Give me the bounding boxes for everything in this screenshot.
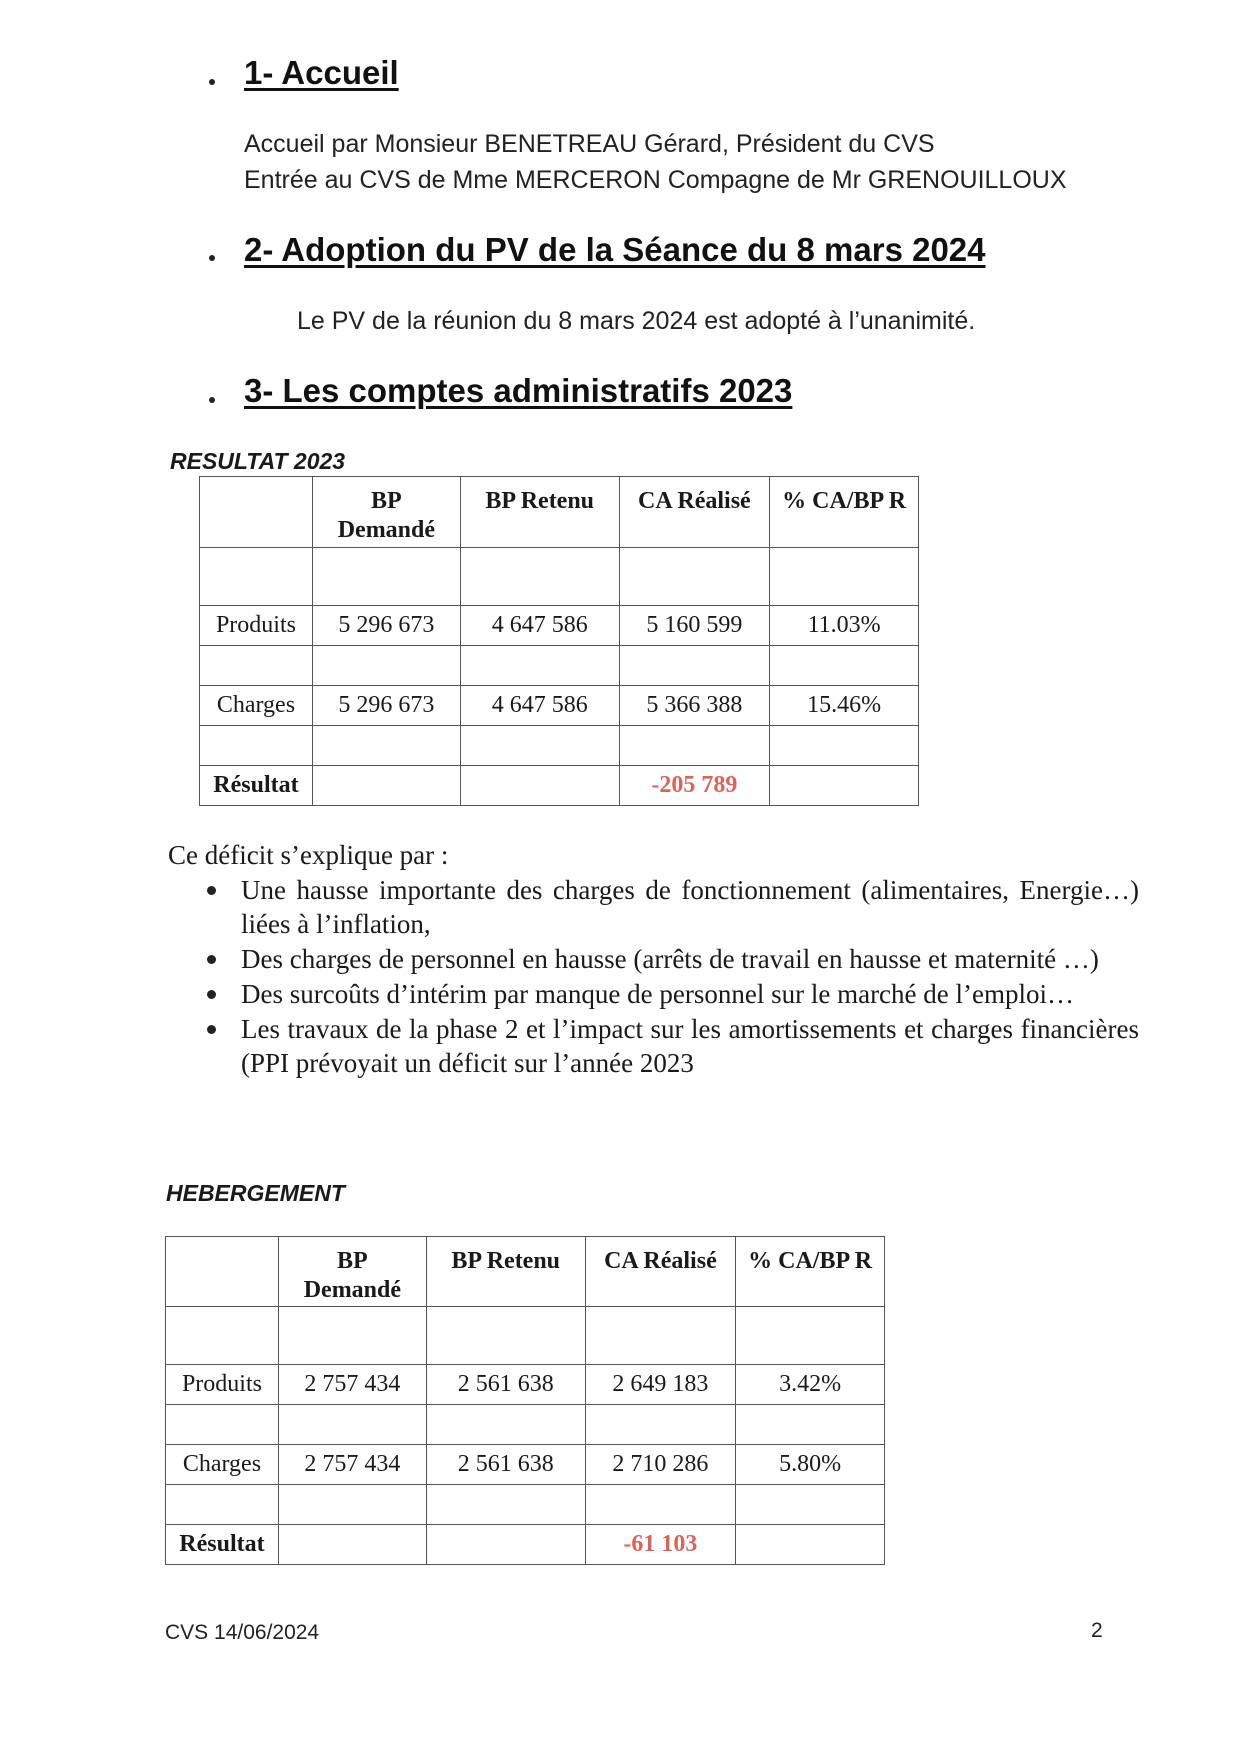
table-header-cell: % CA/BP R (770, 477, 919, 548)
list-item: Des surcoûts d’intérim par manque de personnel sur le marché de l’emploi… (241, 977, 1139, 1011)
list-item: Les travaux de la phase 2 et l’impact sur les amortissements et charges financières (PPI prévoyait un déficit sur l’année 2023 (241, 1012, 1139, 1080)
pct-cell: 11.03% (770, 606, 919, 646)
accueil-line-2: Entrée au CVS de Mme MERCERON Compagne de Mr GRENOUILLOUX (244, 166, 1067, 194)
bp-demande-cell: 5 296 673 (312, 686, 460, 726)
bp-retenu-cell: 2 561 638 (426, 1365, 585, 1405)
table-row (200, 686, 919, 726)
section-bullet (209, 79, 215, 85)
resultat-label: RESULTAT 2023 (170, 448, 346, 474)
bullet-icon (207, 990, 216, 999)
row-label: Résultat (200, 766, 313, 806)
list-item: Des charges de personnel en hausse (arrêts de travail en hausse et maternité …) (241, 942, 1139, 976)
table-header-cell: CA Réalisé (585, 1237, 736, 1307)
section-heading-comptes: 3- Les comptes administratifs 2023 (244, 372, 793, 409)
table-spacer-row (166, 1307, 885, 1365)
page-number: 2 (1091, 1619, 1103, 1642)
resultat-value: -61 103 (585, 1525, 736, 1565)
table-header-row (166, 1237, 885, 1307)
section-heading-accueil: 1- Accueil (244, 54, 399, 91)
bullet-icon (207, 886, 216, 895)
table-row (166, 1445, 885, 1485)
ca-realise-cell: 5 160 599 (619, 606, 770, 646)
table-row (166, 1365, 885, 1405)
table-header-cell: BP Retenu (460, 477, 619, 548)
table-header-cell: CA Réalisé (619, 477, 770, 548)
bp-demande-cell: 2 757 434 (278, 1365, 426, 1405)
row-label: Résultat (166, 1525, 279, 1565)
table-header-cell (166, 1237, 279, 1307)
bp-retenu-cell: 4 647 586 (460, 686, 619, 726)
table-row (200, 766, 919, 806)
bullet-icon (207, 955, 216, 964)
bp-demande-cell: 2 757 434 (278, 1445, 426, 1485)
hebergement-label: HEBERGEMENT (166, 1180, 345, 1206)
pct-cell: 5.80% (736, 1445, 885, 1485)
section-bullet (209, 255, 215, 261)
bp-demande-cell: 5 296 673 (312, 606, 460, 646)
footer-date: CVS 14/06/2024 (165, 1621, 320, 1644)
table-header-cell: BP Retenu (426, 1237, 585, 1307)
list-item: Une hausse importante des charges de fonctionnement (alimentaires, Energie…) liées à l’inflation, (241, 873, 1139, 941)
table-header-row (200, 477, 919, 548)
accueil-line-1: Accueil par Monsieur BENETREAU Gérard, Président du CVS (244, 130, 935, 158)
section-bullet (209, 397, 215, 403)
table-header-cell: % CA/BP R (736, 1237, 885, 1307)
table-spacer-row (200, 646, 919, 686)
ca-realise-cell: 2 649 183 (585, 1365, 736, 1405)
resultat-value: -205 789 (619, 766, 770, 806)
deficit-list (241, 873, 1139, 1081)
resultat-table (199, 476, 919, 806)
bp-retenu-cell: 4 647 586 (460, 606, 619, 646)
adoption-text: Le PV de la réunion du 8 mars 2024 est adopté à l’unanimité. (297, 307, 976, 335)
table-spacer-row (166, 1405, 885, 1445)
deficit-intro: Ce déficit s’explique par : (168, 840, 449, 870)
table-header-cell: BP Demandé (312, 477, 460, 548)
hebergement-table (165, 1236, 885, 1565)
table-spacer-row (200, 548, 919, 606)
table-header-cell: BP Demandé (278, 1237, 426, 1307)
row-label: Charges (166, 1445, 279, 1485)
bullet-icon (207, 1025, 216, 1034)
table-header-cell (200, 477, 313, 548)
pct-cell: 3.42% (736, 1365, 885, 1405)
bp-retenu-cell: 2 561 638 (426, 1445, 585, 1485)
ca-realise-cell: 5 366 388 (619, 686, 770, 726)
table-spacer-row (200, 726, 919, 766)
table-row (166, 1525, 885, 1565)
pct-cell: 15.46% (770, 686, 919, 726)
table-row (200, 606, 919, 646)
ca-realise-cell: 2 710 286 (585, 1445, 736, 1485)
row-label: Charges (200, 686, 313, 726)
row-label: Produits (200, 606, 313, 646)
row-label: Produits (166, 1365, 279, 1405)
section-heading-adoption: 2- Adoption du PV de la Séance du 8 mars 2024 (244, 231, 986, 268)
table-spacer-row (166, 1485, 885, 1525)
